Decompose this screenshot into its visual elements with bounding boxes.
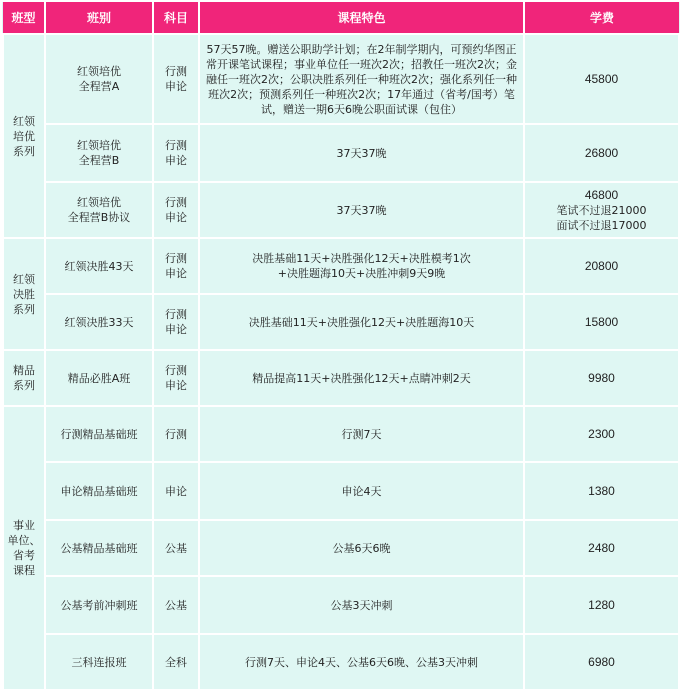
class-name-cell: 公基考前冲刺班 [45, 576, 153, 634]
header-feature: 课程特色 [199, 2, 524, 34]
fee-cell [524, 238, 679, 294]
feature-cell: 公基3天冲刺 [199, 576, 524, 634]
fee-cell [524, 182, 679, 238]
subject-cell: 行测 申论 [153, 124, 199, 182]
feature-cell: 公基6天6晚 [199, 520, 524, 576]
table-row [3, 182, 679, 238]
class-name-cell: 行测精品基础班 [45, 406, 153, 462]
subject-cell: 行测 申论 [153, 350, 199, 406]
table-row [3, 634, 679, 690]
table-row [3, 406, 679, 462]
fee-amount: 1280 [588, 597, 615, 612]
feature-cell: 决胜基础11天+决胜强化12天+决胜题海10天 [199, 294, 524, 350]
fee-refund-note: 面试不过退17000 [556, 218, 647, 232]
fee-cell [524, 294, 679, 350]
table-row [3, 520, 679, 576]
class-name-cell: 精品必胜A班 [45, 350, 153, 406]
header-fee: 学费 [524, 2, 679, 34]
fee-amount: 26800 [584, 145, 619, 160]
fee-cell [524, 350, 679, 406]
class-name-cell: 申论精品基础班 [45, 462, 153, 520]
fee-cell [524, 462, 679, 520]
fee-cell [524, 406, 679, 462]
class-name-cell: 红领决胜33天 [45, 294, 153, 350]
feature-lead-text: 57天57晚。 [206, 42, 268, 56]
subject-cell: 行测 [153, 406, 199, 462]
subject-cell: 公基 [153, 576, 199, 634]
class-name-cell: 红领培优 全程营A [45, 34, 153, 124]
header-subject: 科目 [153, 2, 199, 34]
subject-cell: 全科 [153, 634, 199, 690]
feature-cell [199, 34, 524, 124]
class-name-cell: 红领培优 全程营B协议 [45, 182, 153, 238]
fee-amount: 20800 [584, 258, 619, 273]
feature-cell: 精品提高11天+决胜强化12天+点睛冲刺2天 [199, 350, 524, 406]
fee-amount: 15800 [584, 314, 619, 329]
fee-refund-note: 笔试不过退21000 [556, 203, 647, 217]
fee-amount: 46800 [584, 187, 619, 202]
feature-cell: 行测7天、申论4天、公基6天6晚、公基3天冲刺 [199, 634, 524, 690]
table-row [3, 350, 679, 406]
class-name-cell: 红领决胜43天 [45, 238, 153, 294]
course-price-table [2, 2, 680, 691]
fee-cell [524, 520, 679, 576]
fee-cell [524, 34, 679, 124]
class-name-cell: 红领培优 全程营B [45, 124, 153, 182]
class-name-cell: 公基精品基础班 [45, 520, 153, 576]
fee-amount: 9980 [588, 370, 615, 385]
table-row [3, 238, 679, 294]
group-name-cell: 精品 系列 [3, 350, 45, 406]
fee-cell [524, 124, 679, 182]
table-row [3, 124, 679, 182]
fee-cell [524, 634, 679, 690]
subject-cell: 行测 申论 [153, 34, 199, 124]
fee-amount: 45800 [584, 71, 619, 86]
feature-cell: 37天37晚 [199, 124, 524, 182]
table-row [3, 462, 679, 520]
table-row [3, 294, 679, 350]
feature-cell: 行测7天 [199, 406, 524, 462]
table-header-row [3, 2, 679, 34]
feature-cell: 决胜基础11天+决胜强化12天+决胜模考1次 +决胜题海10天+决胜冲刺9天9晚 [199, 238, 524, 294]
group-name-cell: 事业 单位、 省考 课程 [3, 406, 45, 690]
fee-amount: 6980 [588, 654, 615, 669]
table-row [3, 34, 679, 124]
fee-amount: 2300 [588, 426, 615, 441]
group-name-cell: 红领 培优 系列 [3, 34, 45, 238]
fee-amount: 1380 [588, 483, 615, 498]
group-name-cell: 红领 决胜 系列 [3, 238, 45, 350]
table-body [3, 34, 679, 690]
header-type: 班型 [3, 2, 45, 34]
feature-detail-text: 赠送公职助学计划；在2年制学期内，可预约华图正常开课笔试课程；事业单位任一班次2次；招教任一班次2次；金融任一班次2次；公职决胜系列任一种班次2次；强化系列任一种班次2次；预测系列任一种班次2次；17年通过（省考/国考）笔试，赠送一期6天6晚公职面试课（包住） [206, 42, 517, 116]
fee-cell [524, 576, 679, 634]
subject-cell: 公基 [153, 520, 199, 576]
header-class: 班别 [45, 2, 153, 34]
feature-cell: 申论4天 [199, 462, 524, 520]
fee-amount: 2480 [588, 540, 615, 555]
class-name-cell: 三科连报班 [45, 634, 153, 690]
subject-cell: 行测 申论 [153, 294, 199, 350]
subject-cell: 申论 [153, 462, 199, 520]
subject-cell: 行测 申论 [153, 238, 199, 294]
feature-cell: 37天37晚 [199, 182, 524, 238]
table-row [3, 576, 679, 634]
subject-cell: 行测 申论 [153, 182, 199, 238]
